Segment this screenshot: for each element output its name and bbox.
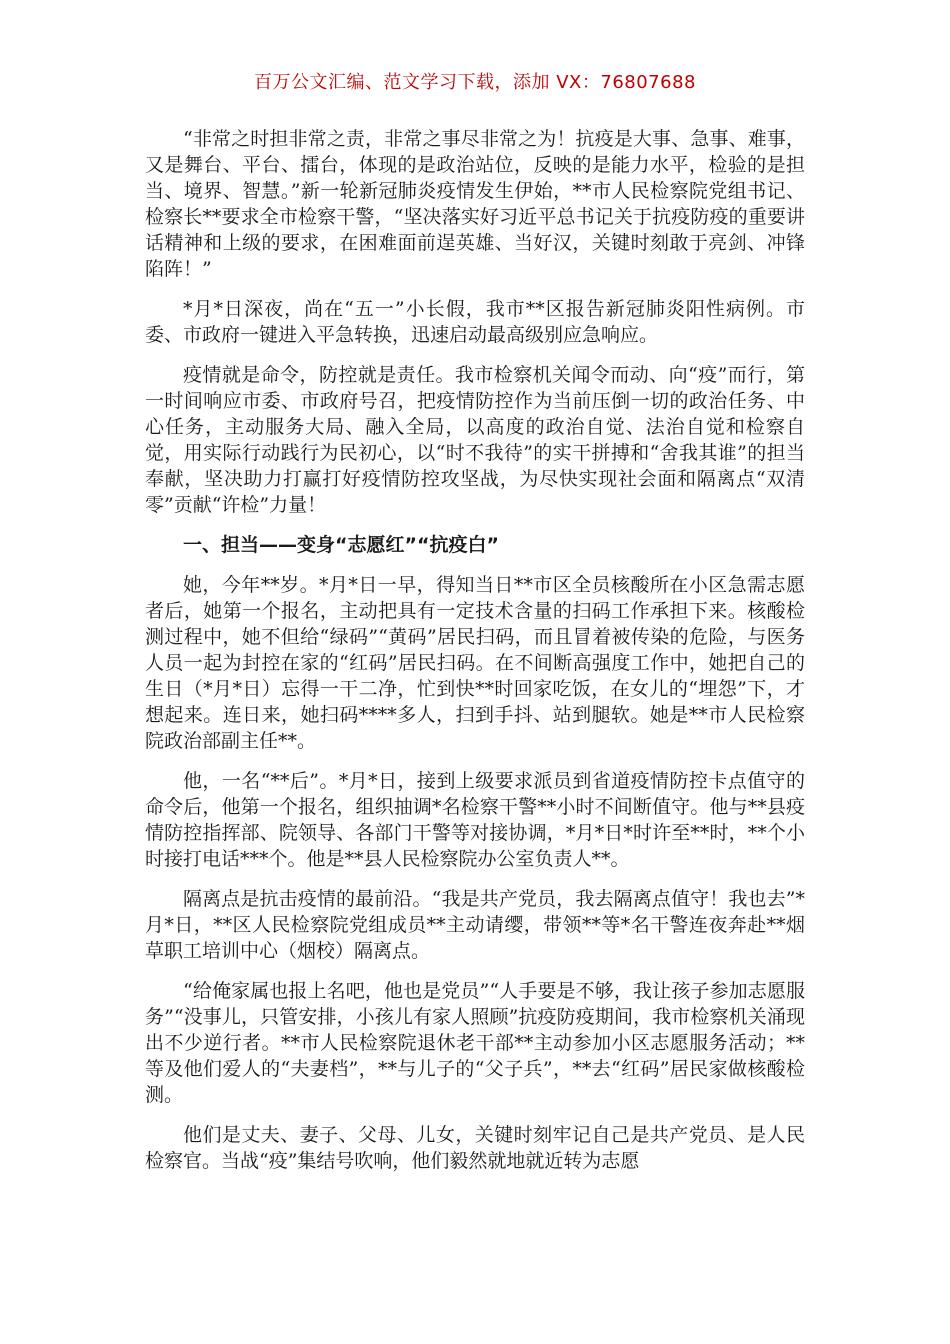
paragraph-section1-4: “给俺家属也报上名吧，他也是党员”“人手要是不够，我让孩子参加志愿服务”“没事儿，只管安排，小孩儿有家人照顾”抗疫防疫期间，我市检察机关涌现出不少逆行者。**市人民检察院退休老干部**主动参加小区志愿服务活动；**等及他们爱人的“夫妻档”，**与儿子的“父子兵”，**去“红码”居民家做核酸检测。: [145, 980, 805, 1106]
paragraph-section1-3: 隔离点是抗击疫情的最前沿。“我是共产党员，我去隔离点值守！我也去”*月*日，**区人民检察院党组成员**主动请缨，带领**等*名干警连夜奔赴**烟草职工培训中心（烟校）隔离点。: [145, 888, 805, 962]
paragraph-intro-2: *月*日深夜，尚在“五一”小长假，我市**区报告新冠肺炎阳性病例。市委、市政府一键进入平急转换，迅速启动最高级别应急响应。: [145, 298, 805, 346]
paragraph-intro-1: “非常之时担非常之责，非常之事尽非常之为！抗疫是大事、急事、难事，又是舞台、平台、擂台，体现的是政治站位，反映的是能力水平，检验的是担当、境界、智慧。”新一轮新冠肺炎疫情发生伊始，**市人民检察院党组书记、检察长**要求全市检察干警，“坚决落实好习近平总书记关于抗疫防疫的重要讲话精神和上级的要求，在困难面前逞英雄、当好汉，关键时刻敢于亮剑、冲锋陷阵！”: [145, 128, 805, 280]
paragraph-intro-3: 疫情就是命令，防控就是责任。我市检察机关闻令而动、向“疫”而行，第一时间响应市委、市政府号召，把疫情防控作为当前压倒一切的政治任务、中心任务，主动服务大局、融入全局，以高度的政治自觉、法治自觉和检察自觉，用实际行动践行为民初心，以“时不我待”的实干拼搏和“舍我其谁”的担当奉献，坚决助力打赢打好疫情防控攻坚战，为尽快实现社会面和隔离点“双清零”贡献“许检”力量！: [145, 364, 805, 516]
section-heading-1: 一、担当——变身“志愿红”“抗疫白”: [183, 534, 499, 556]
watermark-header: 百万公文汇编、范文学习下载，添加 VX：76807688: [254, 72, 696, 93]
paragraph-section1-5: 他们是丈夫、妻子、父母、儿女，关键时刻牢记自己是共产党员、是人民检察官。当战“疫”集结号吹响，他们毅然就地就近转为志愿: [145, 1124, 805, 1172]
paragraph-section1-1: 她，今年**岁。*月*日一早，得知当日**市区全员核酸所在小区急需志愿者后，她第一个报名，主动把具有一定技术含量的扫码工作承担下来。核酸检测过程中，她不但给“绿码”“黄码”居民扫码，而且冒着被传染的危险，与医务人员一起为封控在家的“红码”居民扫码。在不间断高强度工作中，她把自己的生日（*月*日）忘得一干二净，忙到快**时回家吃饭，在女儿的“埋怨”下，才想起来。连日来，她扫码****多人，扫到手抖、站到腿软。她是**市人民检察院政治部副主任**。: [145, 574, 805, 752]
document-body: [145, 126, 805, 1188]
paragraph-section1-2: 他，一名“**后”。*月*日，接到上级要求派员到省道疫情防控卡点值守的命令后，他第一个报名，组织抽调*名检察干警**小时不间断值守。他与**县疫情防控指挥部、院领导、各部门干警等对接协调，*月*日*时许至**时，**个小时接打电话***个。他是**县人民检察院办公室负责人**。: [145, 770, 805, 870]
